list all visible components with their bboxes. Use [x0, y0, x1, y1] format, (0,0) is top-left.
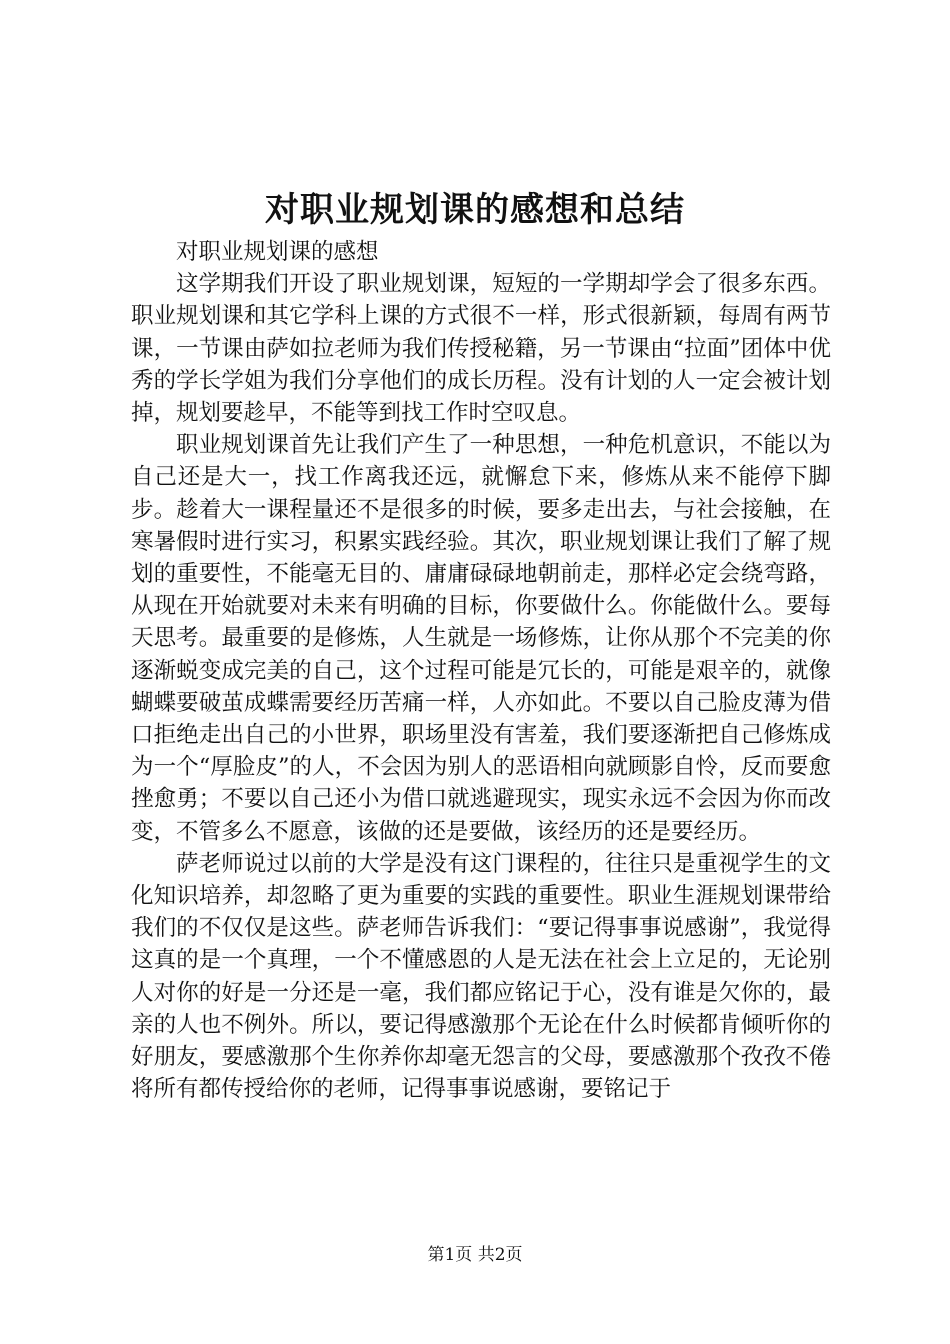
document-subtitle: 对职业规划课的感想 [176, 239, 379, 265]
paragraph-1: 这学期我们开设了职业规划课，短短的一学期却学会了很多东西。职业规划课和其它学科上课的方式很不一样，形式很新颖，每周有两节课，一节课由萨如拉老师为我们传授秘籍，另一节课由“拉面”团体中优秀的学长学姐为我们分享他们的成长历程。没有计划的人一定会被计划掉，规划要趁早，不能等到找工作时空叹息。 [131, 271, 831, 427]
document-title: 对职业规划课的感想和总结 [265, 190, 685, 230]
page-footer: 第1页 共2页 [427, 1245, 523, 1265]
paragraph-2: 职业规划课首先让我们产生了一种思想，一种危机意识，不能以为自己还是大一，找工作离我还远，就懈怠下来，修炼从来不能停下脚步。趁着大一课程量还不是很多的时候，要多走出去，与社会接触，在寒暑假时进行实习，积累实践经验。其次，职业规划课让我们了解了规划的重要性，不能毫无目的、庸庸碌碌地朝前走，那样必定会绕弯路，从现在开始就要对未来有明确的目标，你要做什么。你能做什么。要每天思考。最重要的是修炼，人生就是一场修炼，让你从那个不完美的你逐渐蜕变成完美的自己，这个过程可能是冗长的，可能是艰辛的，就像蝴蝶要破茧成蝶需要经历苦痛一样，人亦如此。不要以自己脸皮薄为借口拒绝走出自己的小世界，职场里没有害羞，我们要逐渐把自己修炼成为一个“厚脸皮”的人，不会因为别人的恶语相向就顾影自怜，反而要愈挫愈勇；不要以自己还小为借口就逃避现实，现实永远不会因为你而改变，不管多么不愿意，该做的还是要做，该经历的还是要经历。 [131, 432, 831, 845]
document-body [131, 236, 831, 1105]
paragraph-3: 萨老师说过以前的大学是没有这门课程的，往往只是重视学生的文化知识培养，却忽略了更为重要的实践的重要性。职业生涯规划课带给我们的不仅仅是这些。萨老师告诉我们：“要记得事事说感谢”，我觉得这真的是一个真理，一个不懂感恩的人是无法在社会上立足的，无论别人对你的好是一分还是一毫，我们都应铭记于心，没有谁是欠你的，最亲的人也不例外。所以，要记得感激那个无论在什么时候都肯倾听你的好朋友，要感激那个生你养你却毫无怨言的父母，要感激那个孜孜不倦将所有都传授给你的老师，记得事事说感谢，要铭记于 [131, 850, 831, 1103]
